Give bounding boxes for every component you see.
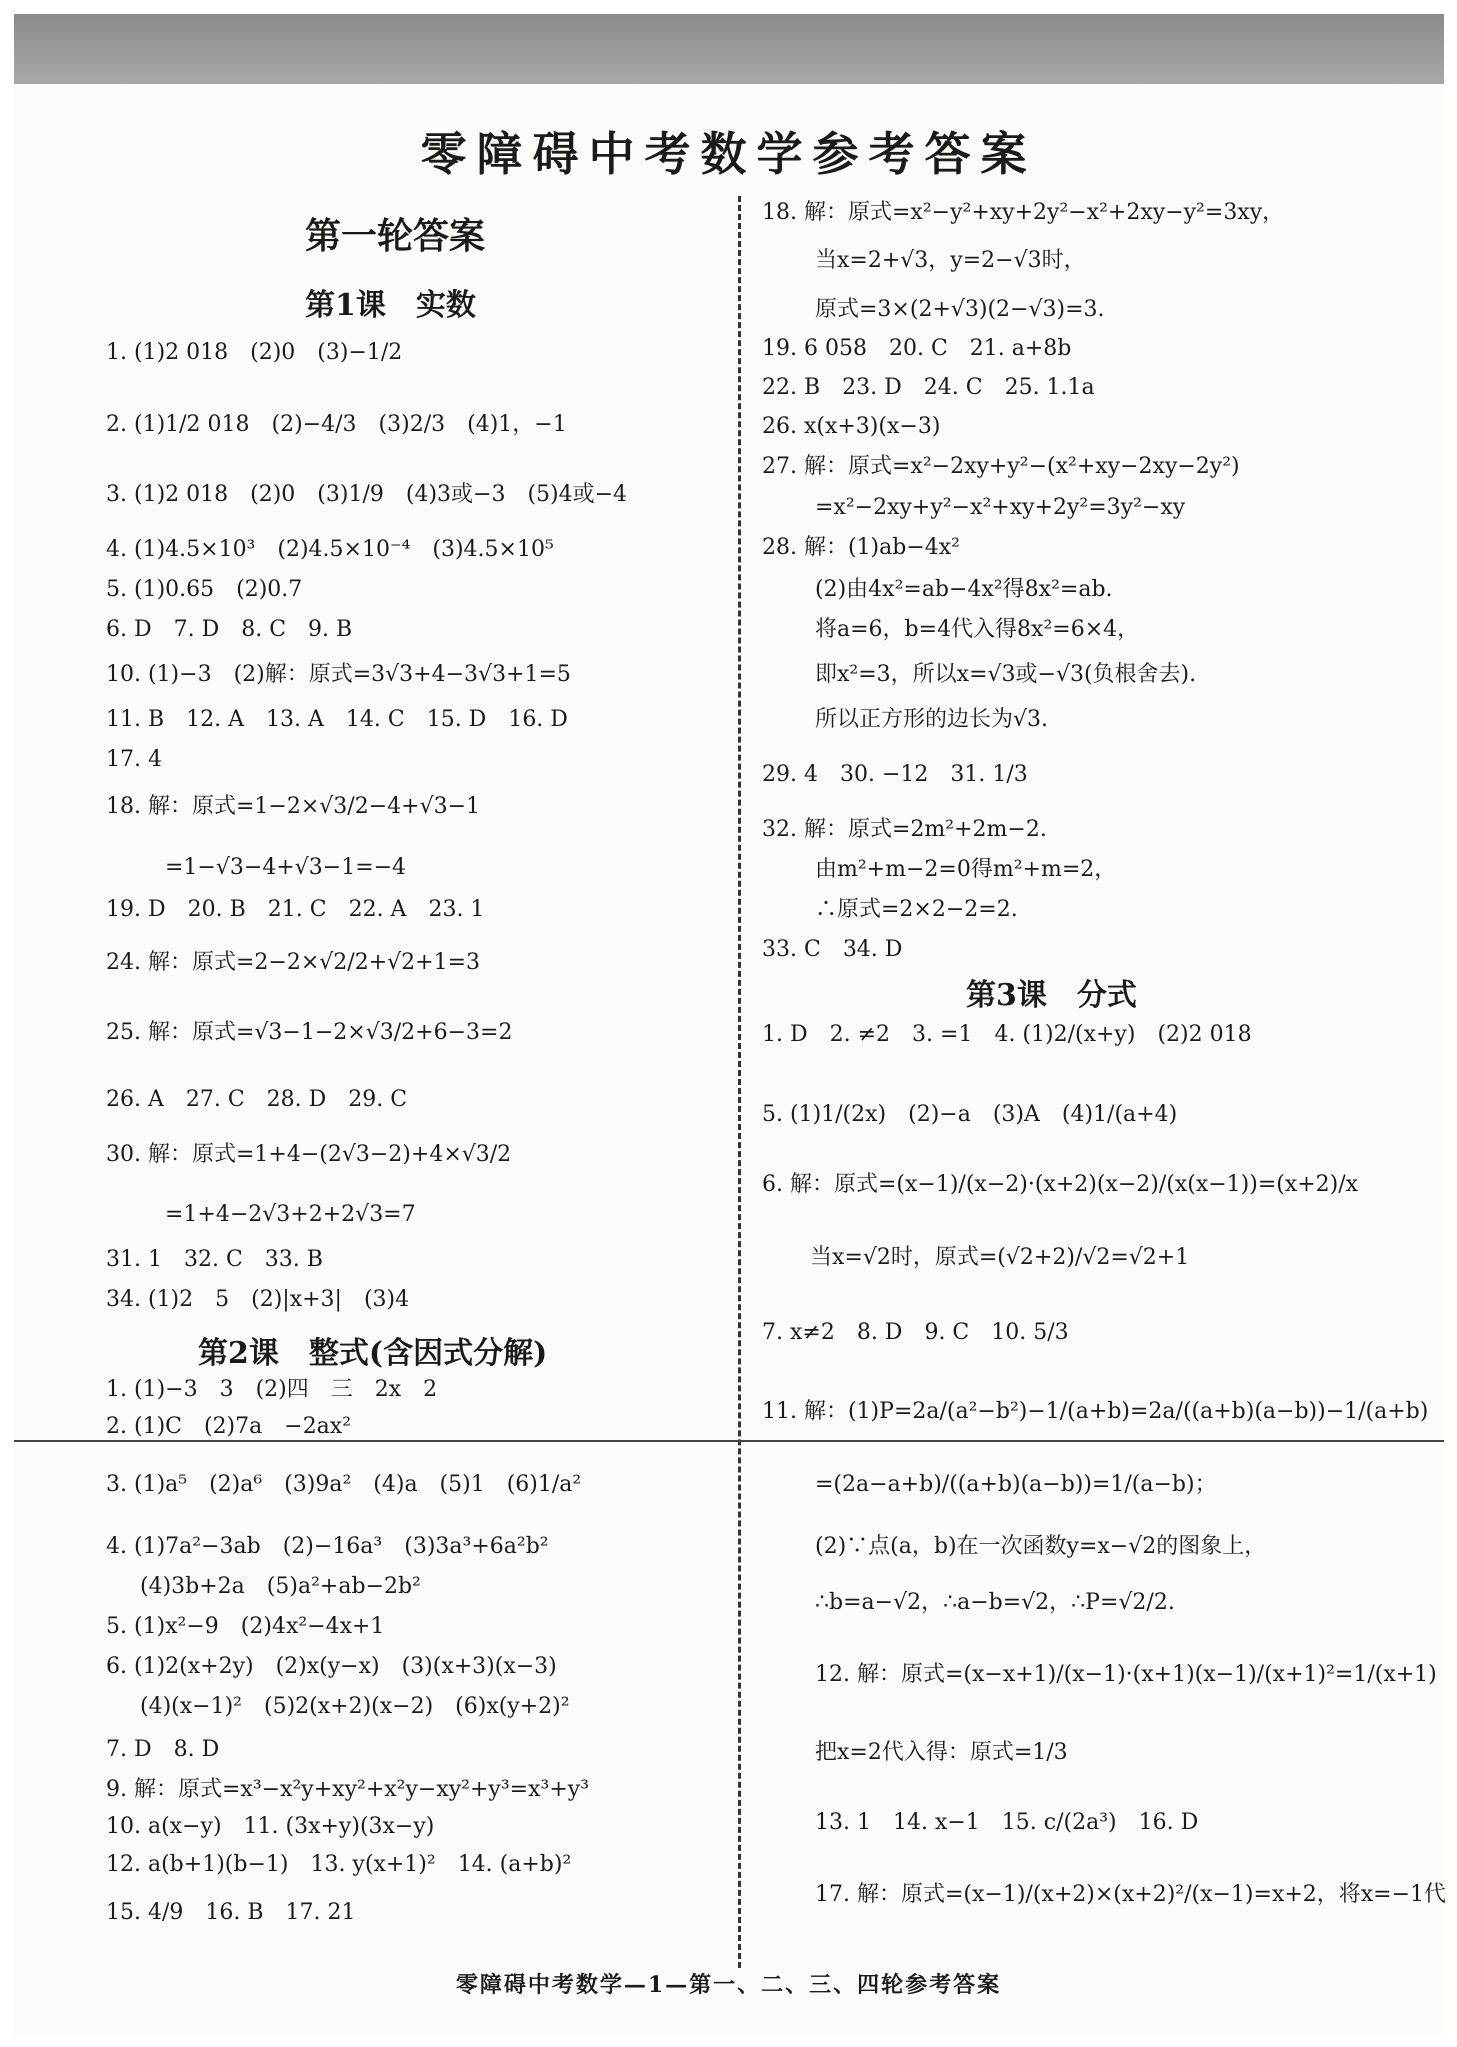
answer-line: ∴b=a−√2，∴a−b=√2，∴P=√2/2. [815,1590,1175,1615]
answer-line: 17. 解：原式=(x−1)/(x+2)×(x+2)²/(x−1)=x+2，将x=−1代 [815,1882,1447,1907]
answer-line: 1. (1)2 018 (2)0 (3)−1/2 [106,340,403,365]
answer-line: (2)由4x²=ab−4x²得8x²=ab. [815,577,1113,602]
answer-line: 9. 解：原式=x³−x²y+xy²+x²y−xy²+y³=x³+y³ [106,1777,590,1802]
page-title: 零障碍中考数学参考答案 [420,127,1037,181]
answer-line: 5. (1)x²−9 (2)4x²−4x+1 [106,1614,385,1639]
answer-line: 4. (1)7a²−3ab (2)−16a³ (3)3a³+6a²b² [106,1534,549,1559]
answer-line: 把x=2代入得：原式=1/3 [815,1740,1068,1765]
answer-line: 5. (1)0.65 (2)0.7 [106,577,303,602]
answer-line: (4)3b+2a (5)a²+ab−2b² [140,1574,421,1599]
answer-line: 17. 4 [106,747,162,772]
answer-line: 当x=2+√3，y=2−√3时， [815,248,1086,273]
answer-line: 33. C 34. D [762,937,903,962]
answer-line: 所以正方形的边长为√3. [815,707,1049,732]
answer-line: 11. 解：(1)P=2a/(a²−b²)−1/(a+b)=2a/((a+b)(a−b))−1/(a+b) [762,1399,1429,1424]
answer-line: 10. (1)−3 (2)解：原式=3√3+4−3√3+1=5 [106,662,571,687]
answer-line: =(2a−a+b)/((a+b)(a−b))=1/(a−b)； [815,1472,1217,1497]
page-sheet [14,84,1447,2034]
column-divider [738,196,741,1968]
answer-line: 7. D 8. D [106,1737,220,1762]
answer-line: 2. (1)C (2)7a −2ax² [106,1414,352,1439]
answer-line: 6. D 7. D 8. C 9. B [106,617,353,642]
answer-line: 30. 解：原式=1+4−(2√3−2)+4×√3/2 [106,1142,512,1167]
answer-line: =x²−2xy+y²−x²+xy+2y²=3y²−xy [815,495,1186,520]
round-title: 第一轮答案 [305,215,486,257]
answer-line: 18. 解：原式=1−2×√3/2−4+√3−1 [106,794,481,819]
answer-line: 13. 1 14. x−1 15. c/(2a³) 16. D [815,1810,1199,1835]
answer-line: 当x=√2时，原式=(√2+2)/√2=√2+1 [810,1245,1190,1270]
answer-line: 10. a(x−y) 11. (3x+y)(3x−y) [106,1814,435,1839]
answer-line: 6. (1)2(x+2y) (2)x(y−x) (3)(x+3)(x−3) [106,1654,557,1679]
answer-line: 2. (1)1/2 018 (2)−4/3 (3)2/3 (4)1，−1 [106,412,567,437]
answer-line: 11. B 12. A 13. A 14. C 15. D 16. D [106,707,568,732]
answer-line: =1+4−2√3+2+2√3=7 [165,1202,416,1227]
answer-line: 原式=3×(2+√3)(2−√3)=3. [815,297,1105,322]
answer-line: 由m²+m−2=0得m²+m=2， [815,857,1117,882]
header-bar [14,14,1444,84]
answer-line: =1−√3−4+√3−1=−4 [165,855,407,880]
lesson-3-title: 第3课 分式 [966,978,1137,1013]
answer-line: 12. a(b+1)(b−1) 13. y(x+1)² 14. (a+b)² [106,1852,572,1877]
answer-line: 7. x≠2 8. D 9. C 10. 5/3 [762,1320,1069,1345]
answer-line: 5. (1)1/(2x) (2)−a (3)A (4)1/(a+4) [762,1102,1178,1127]
answer-line: 1. D 2. ≠2 3. =1 4. (1)2/(x+y) (2)2 018 [762,1022,1252,1047]
answer-line: 26. x(x+3)(x−3) [762,414,941,439]
answer-line: 32. 解：原式=2m²+2m−2. [762,817,1047,842]
answer-line: 27. 解：原式=x²−2xy+y²−(x²+xy−2xy−2y²) [762,454,1240,479]
answer-line: 26. A 27. C 28. D 29. C [106,1087,408,1112]
answer-line: 3. (1)2 018 (2)0 (3)1/9 (4)3或−3 (5)4或−4 [106,482,628,507]
answer-line: 4. (1)4.5×10³ (2)4.5×10⁻⁴ (3)4.5×10⁵ [106,537,554,562]
answer-line: 24. 解：原式=2−2×√2/2+√2+1=3 [106,950,481,975]
answer-line: 18. 解：原式=x²−y²+xy+2y²−x²+2xy−y²=3xy， [762,200,1285,225]
page-footer: 零障碍中考数学—1—第一、二、三、四轮参考答案 [455,1972,1002,1998]
answer-line: 28. 解：(1)ab−4x² [762,535,961,560]
answer-line: (2)∵点(a，b)在一次函数y=x−√2的图象上， [815,1534,1267,1559]
answer-line: 1. (1)−3 3 (2)四 三 2x 2 [106,1377,438,1402]
answer-line: 3. (1)a⁵ (2)a⁶ (3)9a² (4)a (5)1 (6)1/a² [106,1472,582,1497]
answer-line: 22. B 23. D 24. C 25. 1.1a [762,375,1095,400]
answer-line: (4)(x−1)² (5)2(x+2)(x−2) (6)x(y+2)² [140,1694,570,1719]
answer-line: 34. (1)2 5 (2)|x+3| (3)4 [106,1287,410,1312]
answer-line: 19. 6 058 20. C 21. a+8b [762,336,1072,361]
answer-line: 15. 4/9 16. B 17. 21 [106,1900,356,1925]
lesson-2-title: 第2课 整式(含因式分解) [198,1336,548,1371]
answer-line: 即x²=3，所以x=√3或−√3(负根舍去). [815,662,1197,687]
answer-line: 6. 解：原式=(x−1)/(x−2)·(x+2)(x−2)/(x(x−1))=(x+2)/x [762,1172,1359,1197]
answer-line: 19. D 20. B 21. C 22. A 23. 1 [106,897,485,922]
answer-line: 25. 解：原式=√3−1−2×√3/2+6−3=2 [106,1020,513,1045]
answer-line: ∴原式=2×2−2=2. [815,897,1018,922]
answer-line: 将a=6，b=4代入得8x²=6×4， [815,617,1140,642]
lesson-1-title: 第1课 实数 [305,288,476,323]
answer-line: 29. 4 30. −12 31. 1/3 [762,762,1028,787]
answer-line: 12. 解：原式=(x−x+1)/(x−1)·(x+1)(x−1)/(x+1)²=1/(x+1) [815,1662,1437,1687]
answer-line: 31. 1 32. C 33. B [106,1247,323,1272]
